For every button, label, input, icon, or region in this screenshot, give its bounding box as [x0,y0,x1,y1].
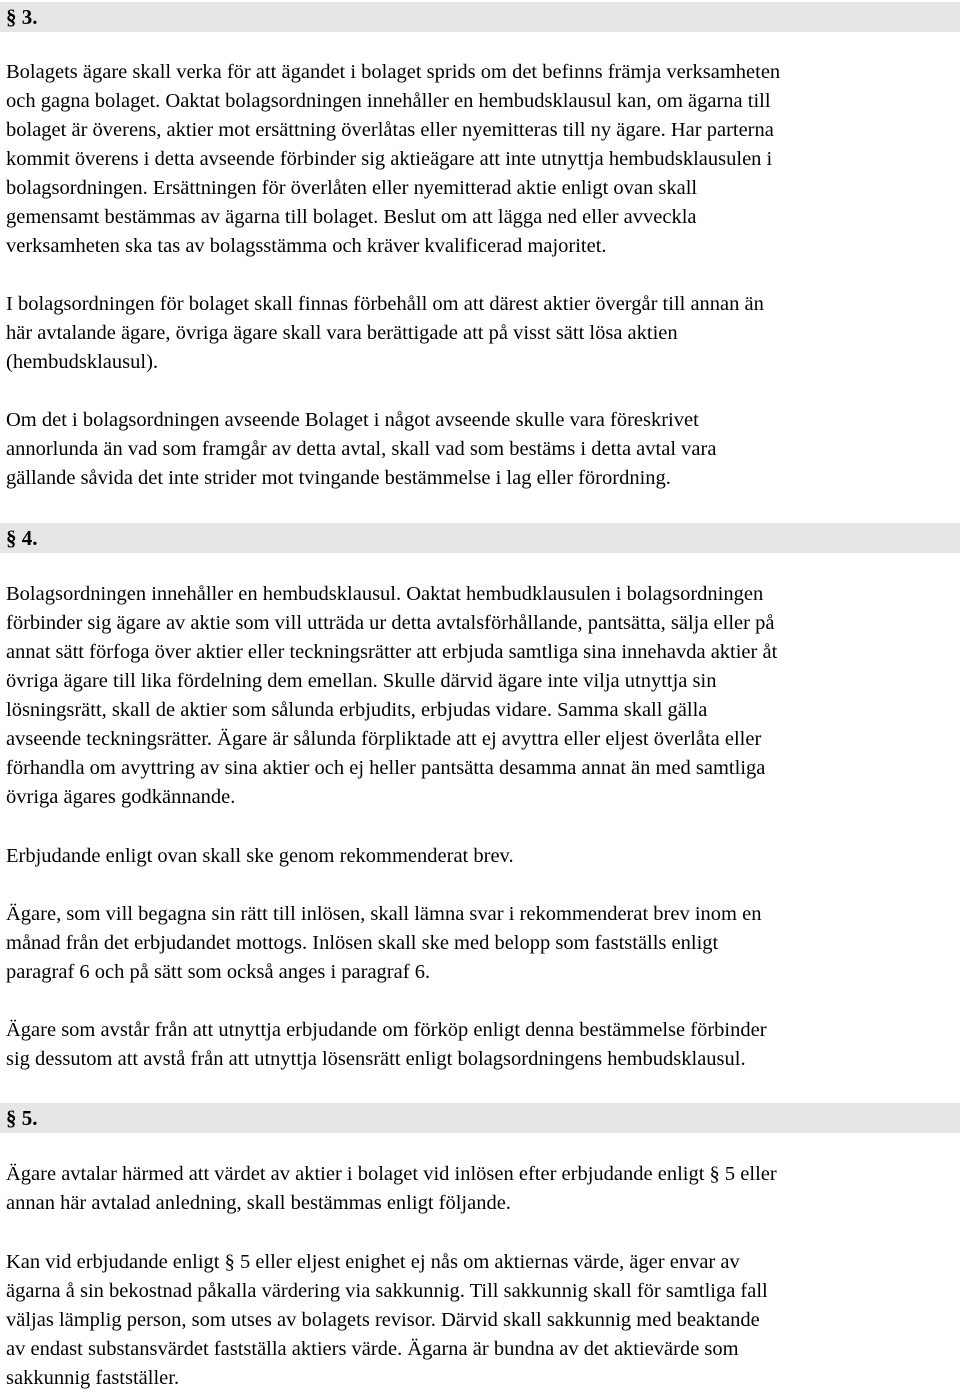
text-line: Ägare som avstår från att utnyttja erbjudande om förköp enligt denna bestämmelse förbinder [6,1019,767,1041]
text-line: paragraf 6 och på sätt som också anges i paragraf 6. [6,961,431,983]
text-line: Ägare, som vill begagna sin rätt till inlösen, skall lämna svar i rekommenderat brev inom en [6,903,762,925]
section-heading: § 3. [0,2,960,32]
paragraph [6,900,958,987]
text-line: av endast substansvärdet fastställa aktiers värde. Ägarna är bundna av det aktievärde som [6,1338,739,1360]
text-line: lösningsrätt, skall de aktier som sålunda erbjudits, erbjudas vidare. Samma skall gälla [6,699,708,721]
section-heading: § 5. [0,1103,960,1133]
text-line: förbinder sig ägare av aktie som vill utträda ur detta avtalsförhållande, pantsätta, sälja eller på [6,612,775,634]
text-line: månad från det erbjudandet mottogs. Inlösen skall ske med belopp som fastställs enligt [6,932,719,954]
paragraph [6,290,958,377]
text-line: annan här avtalad anledning, skall bestämmas enligt följande. [6,1192,511,1214]
text-line: gemensamt bestämmas av ägarna till bolaget. Beslut om att lägga ned eller avveckla [6,206,697,228]
paragraph [6,842,958,871]
text-line: Ägare avtalar härmed att värdet av aktier i bolaget vid inlösen efter erbjudande enligt § 5 eller [6,1163,777,1185]
text-line: avseende teckningsrätter. Ägare är sålunda förpliktade att ej avyttra eller eljest överlåta eller [6,728,762,750]
text-line: sig dessutom att avstå från att utnyttja lösensrätt enligt bolagsordningens hembudsklausul. [6,1048,746,1070]
text-line: Bolagsordningen innehåller en hembudsklausul. Oaktat hembudklausulen i bolagsordningen [6,583,764,605]
text-line: verksamheten ska tas av bolagsstämma och kräver kvalificerad majoritet. [6,235,607,257]
section-heading: § 4. [0,523,960,553]
paragraph [6,580,958,812]
paragraph [6,406,958,493]
text-line: övriga ägare till lika fördelning dem emellan. Skulle därvid ägare inte vilja utnyttja sin [6,670,717,692]
text-line: bolaget är överens, aktier mot ersättning överlåtas eller nyemitteras till ny ägare. Har parterna [6,119,774,141]
text-line: Bolagets ägare skall verka för att ägandet i bolaget sprids om det befinns främja verksamheten [6,61,781,83]
text-line: förhandla om avyttring av sina aktier och ej heller pantsätta desamma annat än med samtliga [6,757,766,779]
text-line: I bolagsordningen för bolaget skall finnas förbehåll om att därest aktier övergår till annan än [6,293,764,315]
text-line: ägarna å sin bekostnad påkalla värdering via sakkunnig. Till sakkunnig skall för samtliga fall [6,1280,768,1302]
text-line: (hembudsklausul). [6,351,159,373]
text-line: och gagna bolaget. Oaktat bolagsordningen innehåller en hembudsklausul kan, om ägarna till [6,90,771,112]
text-line: Kan vid erbjudande enligt § 5 eller eljest enighet ej nås om aktiernas värde, äger envar av [6,1251,740,1273]
text-line: annat sätt förfoga över aktier eller teckningsrätter att erbjuda samtliga sina innehavda aktier åt [6,641,778,663]
text-line: bolagsordningen. Ersättningen för överlåten eller nyemitterad aktie enligt ovan skall [6,177,698,199]
paragraph [6,1016,958,1074]
text-line: annorlunda än vad som framgår av detta avtal, skall vad som bestäms i detta avtal vara [6,438,717,460]
paragraph [6,1248,958,1393]
text-line: övriga ägares godkännande. [6,786,236,808]
text-line: här avtalande ägare, övriga ägare skall vara berättigade att på visst sätt lösa aktien [6,322,678,344]
text-line: Erbjudande enligt ovan skall ske genom rekommenderat brev. [6,845,514,867]
text-line: gällande såvida det inte strider mot tvingande bestämmelse i lag eller förordning. [6,467,671,489]
text-line: kommit överens i detta avseende förbinder sig aktieägare att inte utnyttja hembudsklausulen i [6,148,773,170]
text-line: sakkunnig fastställer. [6,1367,180,1389]
paragraph [6,1160,958,1218]
paragraph [6,58,958,261]
text-line: väljas lämplig person, som utses av bolagets revisor. Därvid skall sakkunnig med beaktande [6,1309,760,1331]
text-line: Om det i bolagsordningen avseende Bolaget i något avseende skulle vara föreskrivet [6,409,699,431]
